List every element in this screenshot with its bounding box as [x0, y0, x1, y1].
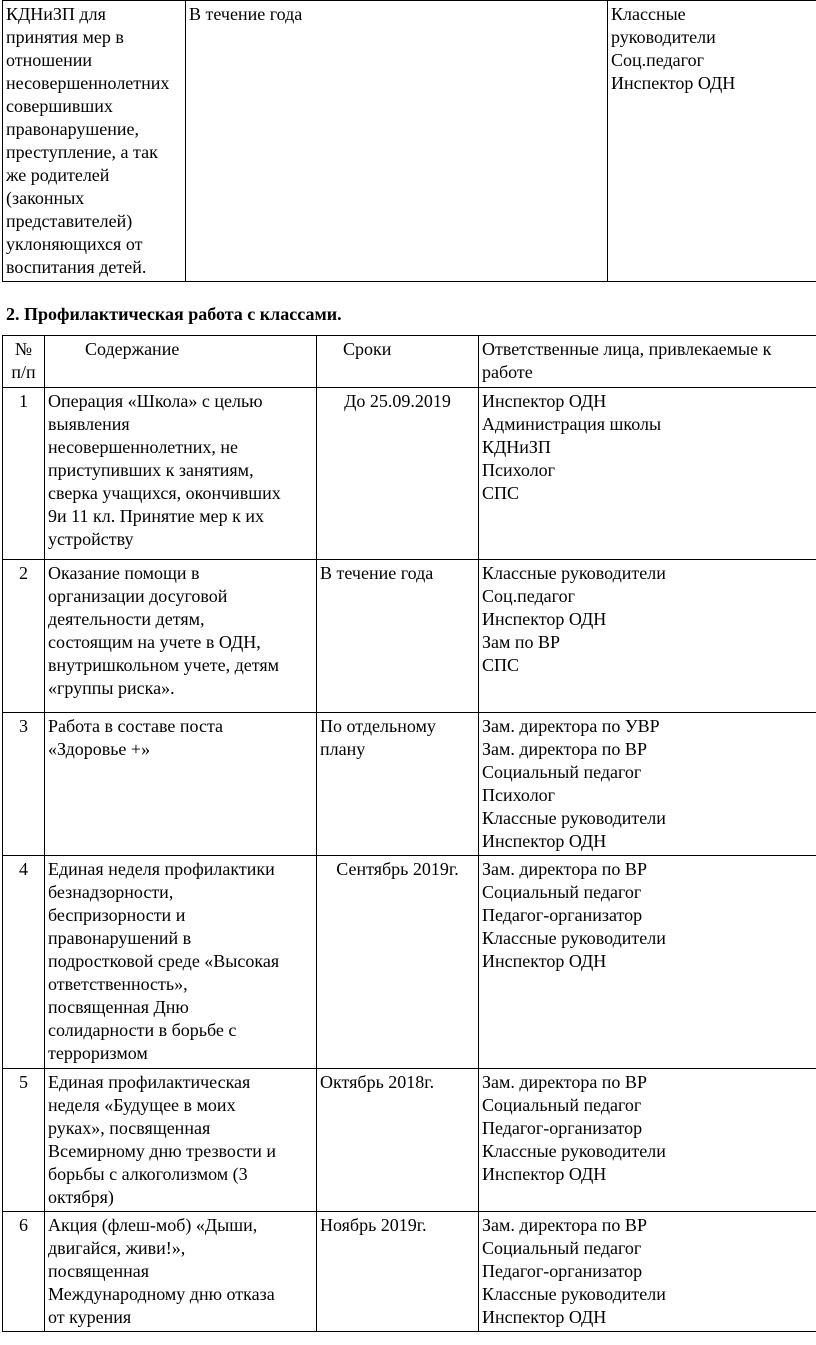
row-num: 1 [3, 388, 45, 560]
row-content: Акция (флеш-моб) «Дыши, двигайся, живи!», посвященная Международному дню отказа от курения [45, 1212, 317, 1332]
table-row [3, 388, 816, 560]
cell-date: В течение года [186, 1, 608, 282]
table-row [3, 1212, 816, 1332]
header-content: Содержание [45, 336, 317, 388]
row-content: Операция «Школа» с целью выявления несовершеннолетних, не приступивших к занятиям, сверка учащихся, окончивших 9и 11 кл. Принятие мер к их устройству [45, 388, 317, 560]
row-date: Октябрь 2018г. [317, 1069, 479, 1212]
table-row [3, 1, 816, 282]
row-num: 6 [3, 1212, 45, 1332]
row-responsible: Инспектор ОДН Администрация школы КДНиЗП Психолог СПС [479, 388, 816, 560]
header-responsible: Ответственные лица, привлекаемые к работе [479, 336, 816, 388]
row-num: 2 [3, 560, 45, 713]
row-responsible: Зам. директора по ВР Социальный педагог Педагог-организатор Классные руководители Инспектор ОДН [479, 856, 816, 1069]
table-row [3, 713, 816, 856]
table-header-row [3, 336, 816, 388]
row-date: По отдельному плану [317, 713, 479, 856]
row-num: 5 [3, 1069, 45, 1212]
row-responsible: Зам. директора по ВР Социальный педагог Педагог-организатор Классные руководители Инспектор ОДН [479, 1069, 816, 1212]
row-responsible: Зам. директора по УВР Зам. директора по ВР Социальный педагог Психолог Классные руководители Инспектор ОДН [479, 713, 816, 856]
row-content: Единая профилактическая неделя «Будущее в моих руках», посвященная Всемирному дню трезвости и борьбы с алкоголизмом (3 октября) [45, 1069, 317, 1212]
section-title: 2. Профилактическая работа с классами. [6, 304, 342, 324]
table-row [3, 1069, 816, 1212]
row-content: Единая неделя профилактики безнадзорности, беспризорности и правонарушений в подростковой среде «Высокая ответственность», посвященная Дню солидарности в борьбе с терроризмом [45, 856, 317, 1069]
row-date: Ноябрь 2019г. [317, 1212, 479, 1332]
row-date: Сентябрь 2019г. [317, 856, 479, 1069]
cell-responsible: Классные руководители Соц.педагог Инспектор ОДН [608, 1, 816, 282]
table-row [3, 856, 816, 1069]
row-num: 4 [3, 856, 45, 1069]
row-responsible: Зам. директора по ВР Социальный педагог Педагог-организатор Классные руководители Инспектор ОДН [479, 1212, 816, 1332]
row-date: До 25.09.2019 [317, 388, 479, 560]
row-content: Оказание помощи в организации досуговой деятельности детям, состоящим на учете в ОДН, внутришкольном учете, детям «группы риска». [45, 560, 317, 713]
top-continuation-table [2, 0, 816, 282]
header-num: № п/п [3, 336, 45, 388]
row-num: 3 [3, 713, 45, 856]
header-date: Сроки [317, 336, 479, 388]
cell-content: КДНиЗП для принятия мер в отношении несовершеннолетних совершивших правонарушение, преступление, а так же родителей (законных представителей) уклоняющихся от воспитания детей. [3, 1, 186, 282]
prevention-table [2, 335, 816, 1332]
table-row [3, 560, 816, 713]
row-content: Работа в составе поста «Здоровье +» [45, 713, 317, 856]
row-responsible: Классные руководители Соц.педагог Инспектор ОДН Зам по ВР СПС [479, 560, 816, 713]
row-date: В течение года [317, 560, 479, 713]
